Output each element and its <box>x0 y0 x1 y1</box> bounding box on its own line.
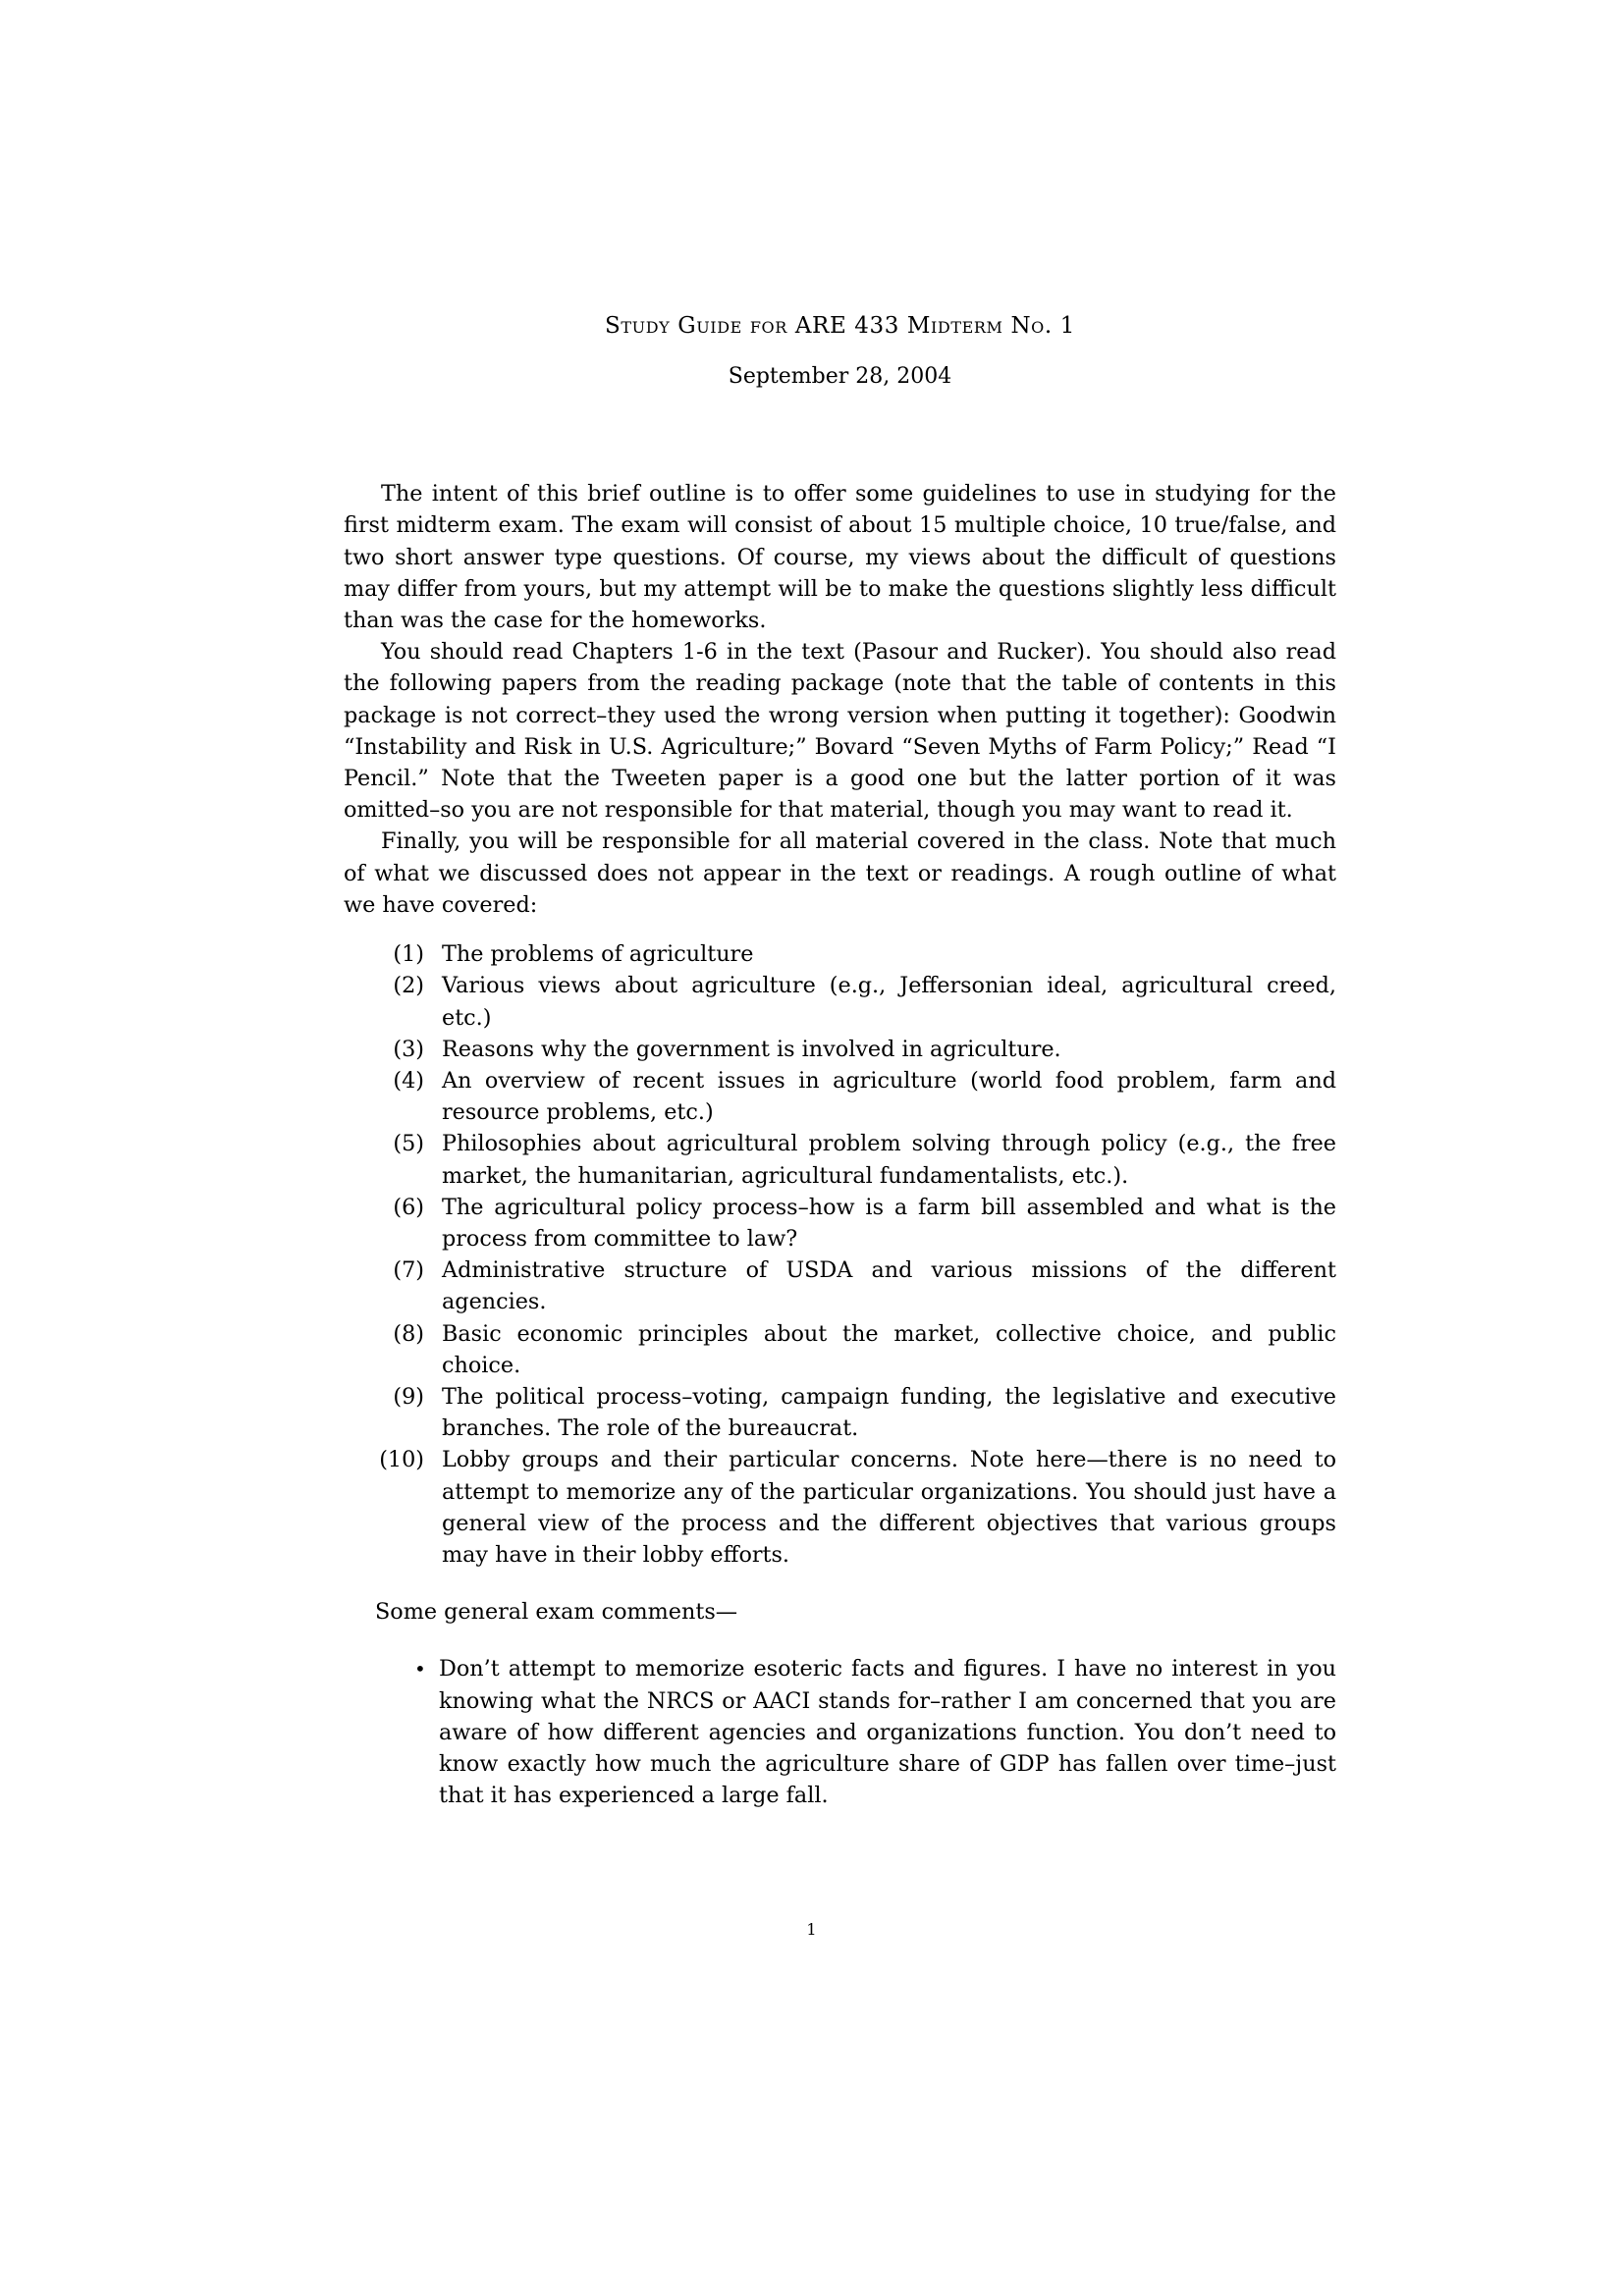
list-item-marker: (1) <box>393 941 424 968</box>
list-item-text: Various views about agriculture (e.g., Jeffersonian ideal, agricultural creed, etc.) <box>442 973 1336 1031</box>
list-item-marker: (7) <box>393 1257 424 1284</box>
paragraph-3: Finally, you will be responsible for all material covered in the class. Note that much of what we discussed does not appear in the text or readings. A rough outline of what we have covered: <box>344 828 1336 918</box>
body-paragraphs <box>344 478 1336 921</box>
list-item-marker: (4) <box>393 1067 424 1094</box>
list-item-marker: (2) <box>393 973 424 999</box>
list-item-text: Reasons why the government is involved in agriculture. <box>442 1036 1061 1062</box>
paragraph-1: The intent of this brief outline is to offer some guidelines to use in studying for the first midterm exam. The exam will consist of about 15 multiple choice, 10 true/false, and two short answer type questions. Of course, my views about the difficult of questions may differ from yours, but my attempt will be to make the questions slightly less difficult than was the case for the homeworks. <box>344 481 1336 634</box>
topics-numbered-list <box>344 938 1336 1571</box>
list-item-marker: (9) <box>393 1383 424 1410</box>
list-item-text: The problems of agriculture <box>442 941 754 968</box>
list-item-text: The political process–voting, campaign funding, the legislative and executive branches. The role of the bureaucrat. <box>442 1383 1336 1442</box>
list-item-text: Administrative structure of USDA and various missions of the different agencies. <box>442 1257 1336 1315</box>
document-date: September 28, 2004 <box>728 363 952 389</box>
list-item-marker: (3) <box>393 1036 424 1062</box>
list-item-text: Philosophies about agricultural problem solving through policy (e.g., the free market, the humanitarian, agricultural fundamentalists, etc.). <box>442 1131 1336 1189</box>
list-item <box>344 1192 1336 1255</box>
list-item-marker: (6) <box>393 1194 424 1220</box>
list-item <box>344 1381 1336 1444</box>
list-item <box>344 1444 1336 1571</box>
page-number: 1 <box>806 1920 817 1939</box>
exam-comments-bullet-list <box>344 1653 1336 1811</box>
list-item <box>344 1065 1336 1128</box>
list-item-marker: (8) <box>393 1320 424 1347</box>
list-item-text: Lobby groups and their particular concerns. Note here—there is no need to attempt to memorize any of the particular organizations. You should just have a general view of the process and the different objectives that various groups may have in their lobby efforts. <box>442 1447 1336 1568</box>
list-item <box>344 1318 1336 1381</box>
list-item-text: Basic economic principles about the market, collective choice, and public choice. <box>442 1320 1336 1378</box>
list-item <box>344 1255 1336 1317</box>
list-item <box>344 938 1336 970</box>
list-item-marker: (10) <box>379 1447 424 1473</box>
bullet-icon: • <box>414 1657 426 1682</box>
list-item-marker: (5) <box>393 1131 424 1157</box>
list-item <box>344 1034 1336 1065</box>
list-item <box>344 1128 1336 1191</box>
page-title: Study Guide for ARE 433 Midterm No. 1 <box>605 313 1075 339</box>
list-item-text: An overview of recent issues in agriculture (world food problem, farm and resource problems, etc.) <box>442 1067 1336 1126</box>
document-content <box>344 312 1336 1811</box>
comments-lead: Some general exam comments— <box>375 1599 738 1626</box>
list-item-text: The agricultural policy process–how is a farm bill assembled and what is the process from committee to law? <box>442 1194 1336 1252</box>
paragraph-2: You should read Chapters 1-6 in the text (Pasour and Rucker). You should also read the following papers from the reading package (note that the table of contents in this package is not correct–they used the wrong version when putting it together): Goodwin “Instability and Risk in U.S. Agriculture;” Bovard “Seven Myths of Farm Policy;” Read “I Pencil.” Note that the Tweeten paper is a good one but the latter portion of it was omitted–so you are not responsible for that material, though you may want to read it. <box>344 639 1336 824</box>
list-item <box>344 970 1336 1033</box>
list-item-text: Don’t attempt to memorize esoteric facts and figures. I have no interest in you knowing what the NRCS or AACI stands for–rather I am concerned that you are aware of how different agencies and organizations function. You don’t need to know exactly how much the agriculture share of GDP has fallen over time–just that it has experienced a large fall. <box>439 1656 1336 1809</box>
list-item <box>344 1653 1336 1811</box>
